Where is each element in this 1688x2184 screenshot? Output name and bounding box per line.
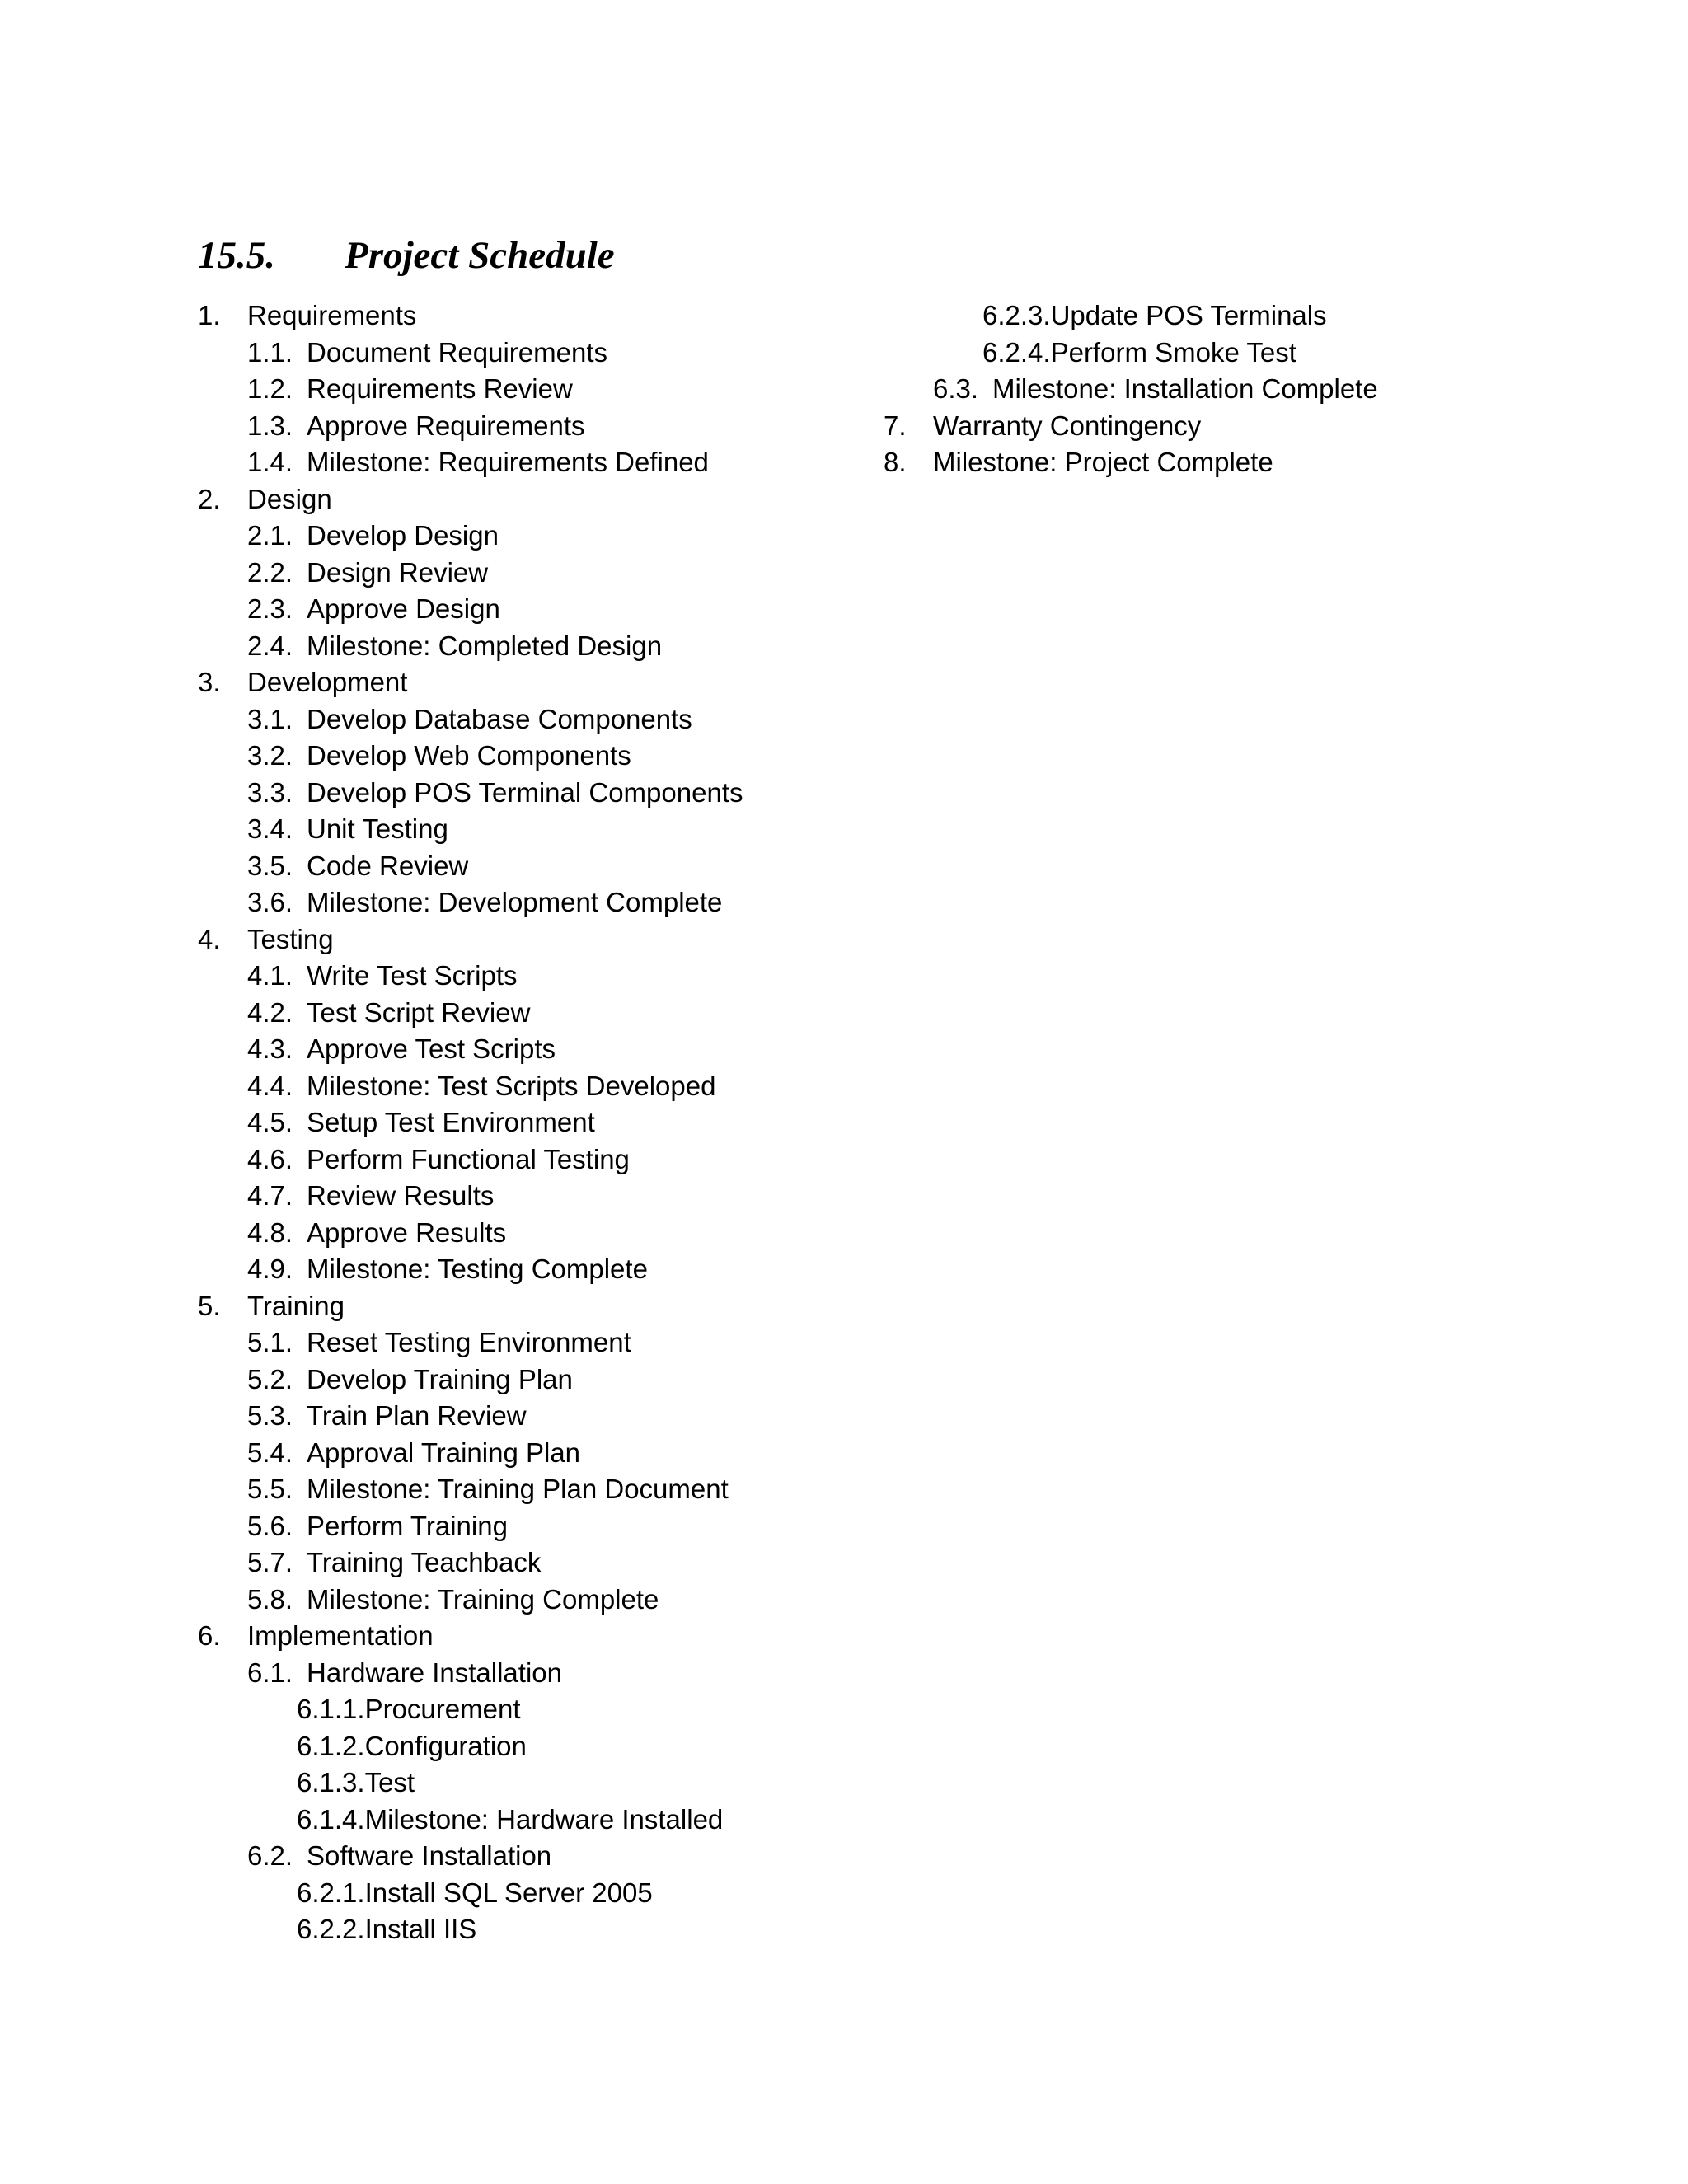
item-text: Testing <box>247 923 334 954</box>
schedule-item-level-2 <box>198 1471 857 1508</box>
item-number: 6.2.2. <box>297 1914 365 1944</box>
schedule-item-level-2 <box>198 738 857 775</box>
schedule-item-level-2 <box>884 371 1625 408</box>
item-number: 6.1.4. <box>297 1803 365 1835</box>
item-text: Approve Design <box>307 593 500 624</box>
item-text: Milestone: Installation Complete <box>992 373 1378 404</box>
schedule-item-level-2 <box>198 995 857 1032</box>
item-text: Design <box>247 483 332 514</box>
item-text: Approve Results <box>307 1216 507 1248</box>
item-number: 5.4. <box>247 1436 293 1468</box>
item-text: Training <box>247 1290 345 1321</box>
item-text: Reset Testing Environment <box>307 1327 631 1357</box>
item-text: Requirements Review <box>307 373 573 404</box>
item-number: 5.6. <box>247 1510 293 1541</box>
item-number: 8. <box>884 447 907 477</box>
schedule-item-level-3 <box>884 335 1625 372</box>
schedule-list-left-column <box>198 298 857 1948</box>
item-text: Code Review <box>307 850 469 881</box>
item-text: Warranty Contingency <box>933 410 1202 441</box>
item-number: 3.3. <box>247 776 293 808</box>
schedule-item-level-2 <box>198 1031 857 1068</box>
schedule-item-level-1 <box>198 921 857 958</box>
schedule-item-level-2 <box>198 958 857 995</box>
item-text: Develop Database Components <box>307 703 692 734</box>
schedule-item-level-2 <box>198 371 857 408</box>
schedule-item-level-1 <box>884 408 1625 445</box>
item-number: 4.2. <box>247 996 293 1028</box>
item-number: 4.1. <box>247 960 293 991</box>
item-number: 1.3. <box>247 410 293 441</box>
item-number: 3.1. <box>247 703 293 734</box>
item-text: Perform Smoke Test <box>1050 336 1296 368</box>
item-number: 6.3. <box>933 373 979 404</box>
schedule-item-level-2 <box>198 1838 857 1875</box>
section-title: Project Schedule <box>345 234 615 277</box>
item-number: 2. <box>198 483 221 514</box>
item-number: 3.2. <box>247 740 293 771</box>
item-number: 4.4. <box>247 1070 293 1101</box>
item-text: Develop Design <box>307 520 499 551</box>
item-text: Milestone: Testing Complete <box>307 1254 648 1284</box>
item-text: Milestone: Requirements Defined <box>307 447 709 477</box>
item-number: 5.8. <box>247 1583 293 1615</box>
item-text: Procurement <box>364 1694 521 1724</box>
item-text: Approve Test Scripts <box>307 1033 556 1064</box>
schedule-item-level-3 <box>198 1765 857 1802</box>
item-number: 6.1.2. <box>297 1730 365 1761</box>
item-text: Install IIS <box>364 1914 477 1944</box>
schedule-item-level-2 <box>198 1324 857 1361</box>
item-number: 1.4. <box>247 447 293 477</box>
schedule-item-level-2 <box>198 444 857 481</box>
schedule-item-level-1 <box>884 444 1625 481</box>
schedule-item-level-2 <box>198 1508 857 1545</box>
item-number: 6.2.1. <box>297 1877 365 1908</box>
schedule-item-level-2 <box>198 884 857 921</box>
schedule-item-level-3 <box>198 1728 857 1765</box>
schedule-item-level-2 <box>198 1435 857 1472</box>
item-number: 4.3. <box>247 1033 293 1064</box>
schedule-item-level-2 <box>198 1068 857 1105</box>
item-text: Hardware Installation <box>307 1657 562 1688</box>
item-number: 6.1. <box>247 1657 293 1688</box>
item-number: 5.5. <box>247 1474 293 1504</box>
schedule-item-level-1 <box>198 298 857 335</box>
schedule-item-level-2 <box>198 1104 857 1141</box>
item-number: 4. <box>198 923 221 954</box>
item-text: Milestone: Development Complete <box>307 887 723 917</box>
section-number: 15.5. <box>198 234 275 277</box>
item-number: 3.4. <box>247 813 293 844</box>
item-text: Milestone: Test Scripts Developed <box>307 1070 716 1101</box>
schedule-item-level-2 <box>198 1251 857 1288</box>
item-text: Approve Requirements <box>307 410 585 441</box>
schedule-item-level-2 <box>198 701 857 738</box>
item-number: 6. <box>198 1620 221 1651</box>
schedule-item-level-2 <box>198 1655 857 1692</box>
item-number: 2.1. <box>247 520 293 551</box>
schedule-item-level-1 <box>198 664 857 701</box>
item-text: Review Results <box>307 1180 495 1211</box>
item-text: Training Teachback <box>307 1547 542 1577</box>
schedule-item-level-3 <box>198 1691 857 1728</box>
item-number: 5.3. <box>247 1400 293 1431</box>
item-number: 6.2.4. <box>982 336 1051 368</box>
schedule-item-level-2 <box>198 518 857 555</box>
item-number: 4.6. <box>247 1143 293 1174</box>
item-number: 3. <box>198 667 221 697</box>
schedule-item-level-2 <box>198 848 857 885</box>
schedule-item-level-2 <box>198 811 857 848</box>
item-text: Approval Training Plan <box>307 1436 581 1468</box>
item-number: 7. <box>884 410 907 441</box>
item-number: 1. <box>198 300 221 330</box>
schedule-item-level-2 <box>198 1544 857 1582</box>
item-number: 3.6. <box>247 887 293 917</box>
item-number: 4.5. <box>247 1107 293 1137</box>
schedule-item-level-1 <box>198 1618 857 1655</box>
schedule-item-level-1 <box>198 481 857 518</box>
schedule-item-level-2 <box>198 1361 857 1399</box>
item-number: 3.5. <box>247 850 293 881</box>
item-number: 4.7. <box>247 1180 293 1211</box>
item-text: Design Review <box>307 556 489 588</box>
item-text: Develop Training Plan <box>307 1363 573 1394</box>
schedule-item-level-2 <box>198 1215 857 1252</box>
schedule-item-level-1 <box>198 1288 857 1325</box>
item-number: 1.1. <box>247 336 293 368</box>
item-number: 1.2. <box>247 373 293 404</box>
item-number: 5.7. <box>247 1547 293 1577</box>
item-text: Milestone: Project Complete <box>933 447 1273 477</box>
item-text: Perform Functional Testing <box>307 1143 630 1174</box>
item-text: Milestone: Completed Design <box>307 630 663 661</box>
item-number: 4.8. <box>247 1216 293 1248</box>
item-number: 2.3. <box>247 593 293 624</box>
schedule-item-level-2 <box>198 591 857 628</box>
item-text: Requirements <box>247 300 417 330</box>
item-number: 6.2.3. <box>982 300 1051 330</box>
section-heading <box>198 231 615 280</box>
schedule-item-level-2 <box>198 555 857 592</box>
schedule-item-level-2 <box>198 1398 857 1435</box>
item-number: 4.9. <box>247 1254 293 1284</box>
schedule-item-level-2 <box>198 408 857 445</box>
item-number: 6.2. <box>247 1840 293 1871</box>
item-text: Unit Testing <box>307 813 448 844</box>
schedule-item-level-2 <box>198 1178 857 1215</box>
schedule-item-level-2 <box>198 335 857 372</box>
item-text: Configuration <box>364 1730 527 1761</box>
item-text: Perform Training <box>307 1510 508 1541</box>
schedule-item-level-2 <box>198 628 857 665</box>
schedule-item-level-3 <box>198 1875 857 1912</box>
schedule-item-level-2 <box>198 1141 857 1179</box>
item-text: Milestone: Training Complete <box>307 1583 659 1615</box>
item-text: Develop POS Terminal Components <box>307 776 743 808</box>
item-number: 5.1. <box>247 1327 293 1357</box>
item-text: Develop Web Components <box>307 740 631 771</box>
item-text: Train Plan Review <box>307 1400 527 1431</box>
schedule-item-level-3 <box>884 298 1625 335</box>
schedule-item-level-2 <box>198 775 857 812</box>
item-number: 6.1.3. <box>297 1767 365 1797</box>
schedule-item-level-3 <box>198 1802 857 1839</box>
schedule-item-level-3 <box>198 1911 857 1948</box>
schedule-item-level-2 <box>198 1582 857 1619</box>
item-text: Software Installation <box>307 1840 552 1871</box>
item-text: Implementation <box>247 1620 434 1651</box>
item-number: 2.2. <box>247 556 293 588</box>
item-text: Document Requirements <box>307 336 607 368</box>
item-text: Update POS Terminals <box>1050 300 1327 330</box>
item-text: Milestone: Training Plan Document <box>307 1474 729 1504</box>
item-text: Milestone: Hardware Installed <box>364 1803 724 1835</box>
item-number: 5.2. <box>247 1363 293 1394</box>
item-number: 6.1.1. <box>297 1694 365 1724</box>
item-number: 2.4. <box>247 630 293 661</box>
item-number: 5. <box>198 1290 221 1321</box>
item-text: Test Script Review <box>307 996 531 1028</box>
item-text: Setup Test Environment <box>307 1107 595 1137</box>
item-text: Development <box>247 667 408 697</box>
item-text: Install SQL Server 2005 <box>364 1877 653 1908</box>
item-text: Write Test Scripts <box>307 960 518 991</box>
schedule-list-right-column <box>884 298 1625 481</box>
item-text: Test <box>364 1767 415 1797</box>
